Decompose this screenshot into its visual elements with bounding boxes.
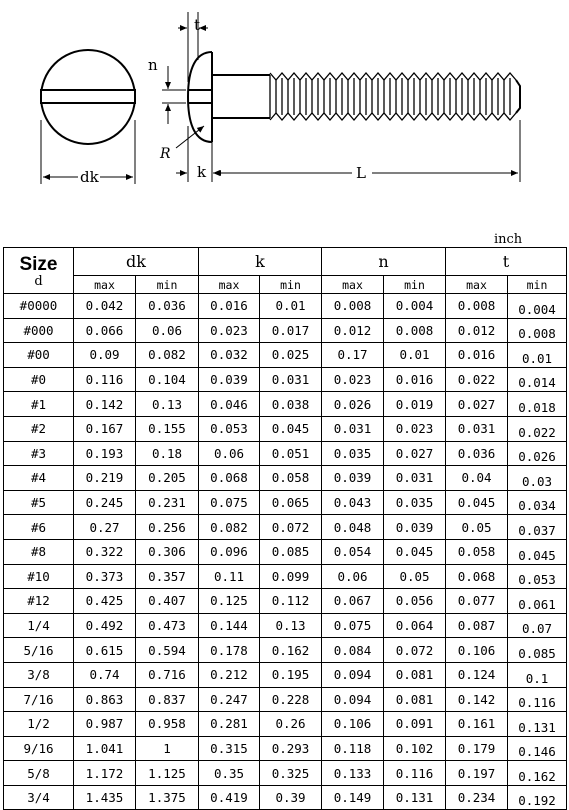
table-row (4, 539, 567, 564)
subheader-cell: max (446, 276, 508, 294)
value-cell: 0.061 (508, 589, 567, 614)
size-cell: #12 (4, 589, 74, 614)
value-cell: 0.053 (199, 416, 260, 441)
value-cell: 0.045 (508, 539, 567, 564)
value-cell: 0.031 (260, 367, 322, 392)
r-label: R (160, 146, 171, 162)
value-cell: 0.01 (508, 343, 567, 368)
subheader-cell: min (260, 276, 322, 294)
size-cell: 5/16 (4, 638, 74, 663)
size-cell: 3/4 (4, 785, 74, 810)
value-cell: 0.045 (446, 490, 508, 515)
value-cell: 0.74 (74, 662, 136, 687)
table-row (4, 466, 567, 491)
value-cell: 0.142 (74, 392, 136, 417)
value-cell: 0.245 (74, 490, 136, 515)
value-cell: 0.01 (260, 294, 322, 319)
value-cell: 0.096 (199, 539, 260, 564)
value-cell: 0.036 (446, 441, 508, 466)
value-cell: 0.193 (74, 441, 136, 466)
value-cell: 0.17 (322, 343, 384, 368)
value-cell: 0.032 (199, 343, 260, 368)
value-cell: 0.35 (199, 761, 260, 786)
size-cell: #3 (4, 441, 74, 466)
value-cell: 0.031 (446, 416, 508, 441)
table-row (4, 515, 567, 540)
value-cell: 0.146 (508, 736, 567, 761)
value-cell: 0.023 (384, 416, 446, 441)
value-cell: 0.01 (384, 343, 446, 368)
value-cell: 0.133 (322, 761, 384, 786)
table-row (4, 638, 567, 663)
value-cell: 0.06 (199, 441, 260, 466)
value-cell: 0.102 (384, 736, 446, 761)
value-cell: 0.099 (260, 564, 322, 589)
table-row (4, 318, 567, 343)
value-cell: 0.125 (199, 589, 260, 614)
value-cell: 0.256 (136, 515, 199, 540)
value-cell: 0.077 (446, 589, 508, 614)
t-label: t (194, 16, 201, 34)
value-cell: 0.837 (136, 687, 199, 712)
value-cell: 0.06 (322, 564, 384, 589)
value-cell: 0.012 (446, 318, 508, 343)
value-cell: 0.162 (508, 761, 567, 786)
value-cell: 0.008 (322, 294, 384, 319)
value-cell: 0.014 (508, 367, 567, 392)
value-cell: 0.022 (446, 367, 508, 392)
value-cell: 0.008 (384, 318, 446, 343)
value-cell: 0.016 (199, 294, 260, 319)
table-row (4, 589, 567, 614)
value-cell: 0.004 (384, 294, 446, 319)
value-cell: 0.008 (446, 294, 508, 319)
table-row (4, 761, 567, 786)
value-cell: 0.178 (199, 638, 260, 663)
size-cell: #2 (4, 416, 74, 441)
value-cell: 0.085 (508, 638, 567, 663)
value-cell: 0.038 (260, 392, 322, 417)
table-row (4, 564, 567, 589)
value-cell: 1.375 (136, 785, 199, 810)
value-cell: 0.155 (136, 416, 199, 441)
size-header-cell (4, 248, 74, 294)
value-cell: 0.026 (322, 392, 384, 417)
table-row (4, 490, 567, 515)
value-cell: 0.162 (260, 638, 322, 663)
value-cell: 0.425 (74, 589, 136, 614)
value-cell: 0.306 (136, 539, 199, 564)
dimension-table (3, 247, 567, 810)
value-cell: 0.081 (384, 662, 446, 687)
value-cell: 0.094 (322, 687, 384, 712)
table-row (4, 687, 567, 712)
table-row (4, 343, 567, 368)
value-cell: 0.016 (446, 343, 508, 368)
group-header-n: n (322, 248, 446, 276)
value-cell: 0.023 (322, 367, 384, 392)
value-cell: 0.084 (322, 638, 384, 663)
value-cell: 0.234 (446, 785, 508, 810)
subheader-cell: max (74, 276, 136, 294)
value-cell: 0.112 (260, 589, 322, 614)
size-cell: #0 (4, 367, 74, 392)
size-cell: #10 (4, 564, 74, 589)
value-cell: 0.043 (322, 490, 384, 515)
value-cell: 0.075 (199, 490, 260, 515)
value-cell: 0.07 (508, 613, 567, 638)
value-cell: 0.39 (260, 785, 322, 810)
dk-label: dk (80, 168, 99, 186)
group-header-dk: dk (74, 248, 199, 276)
value-cell: 0.012 (322, 318, 384, 343)
value-cell: 0.051 (260, 441, 322, 466)
value-cell: 0.031 (322, 416, 384, 441)
value-cell: 0.161 (446, 712, 508, 737)
value-cell: 0.18 (136, 441, 199, 466)
value-cell: 0.197 (446, 761, 508, 786)
value-cell: 0.247 (199, 687, 260, 712)
value-cell: 0.09 (74, 343, 136, 368)
value-cell: 0.091 (384, 712, 446, 737)
head-end-view (41, 50, 135, 144)
value-cell: 0.131 (384, 785, 446, 810)
value-cell: 0.26 (260, 712, 322, 737)
size-cell: #8 (4, 539, 74, 564)
value-cell: 0.05 (446, 515, 508, 540)
value-cell: 0.075 (322, 613, 384, 638)
value-cell: 0.315 (199, 736, 260, 761)
value-cell: 0.118 (322, 736, 384, 761)
value-cell: 0.056 (384, 589, 446, 614)
value-cell: 0.087 (446, 613, 508, 638)
value-cell: 0.035 (384, 490, 446, 515)
table-row (4, 392, 567, 417)
value-cell: 0.116 (74, 367, 136, 392)
value-cell: 0.357 (136, 564, 199, 589)
size-cell: 3/8 (4, 662, 74, 687)
value-cell: 0.031 (384, 466, 446, 491)
value-cell: 0.104 (136, 367, 199, 392)
value-cell: 0.004 (508, 294, 567, 319)
table-row (4, 662, 567, 687)
value-cell: 0.144 (199, 613, 260, 638)
value-cell: 0.065 (260, 490, 322, 515)
value-cell: 0.179 (446, 736, 508, 761)
value-cell: 0.228 (260, 687, 322, 712)
table-row (4, 712, 567, 737)
t-dimension (178, 12, 208, 82)
value-cell: 0.27 (74, 515, 136, 540)
value-cell: 1.041 (74, 736, 136, 761)
size-cell: #4 (4, 466, 74, 491)
value-cell: 0.037 (508, 515, 567, 540)
value-cell: 0.008 (508, 318, 567, 343)
size-cell: #00 (4, 343, 74, 368)
value-cell: 0.958 (136, 712, 199, 737)
value-cell: 0.058 (446, 539, 508, 564)
subheader-cell: min (136, 276, 199, 294)
value-cell: 0.094 (322, 662, 384, 687)
value-cell: 0.085 (260, 539, 322, 564)
value-cell: 0.149 (322, 785, 384, 810)
value-cell: 0.023 (199, 318, 260, 343)
table-row (4, 416, 567, 441)
value-cell: 1 (136, 736, 199, 761)
header-row-groups (4, 248, 567, 276)
value-cell: 0.016 (384, 367, 446, 392)
value-cell: 0.025 (260, 343, 322, 368)
value-cell: 0.11 (199, 564, 260, 589)
size-cell: #5 (4, 490, 74, 515)
value-cell: 0.419 (199, 785, 260, 810)
value-cell: 0.373 (74, 564, 136, 589)
value-cell: 0.05 (384, 564, 446, 589)
size-cell: 5/8 (4, 761, 74, 786)
value-cell: 0.325 (260, 761, 322, 786)
value-cell: 0.492 (74, 613, 136, 638)
table-row (4, 367, 567, 392)
value-cell: 0.195 (260, 662, 322, 687)
value-cell: 1.125 (136, 761, 199, 786)
size-cell: #1 (4, 392, 74, 417)
value-cell: 0.473 (136, 613, 199, 638)
value-cell: 0.212 (199, 662, 260, 687)
value-cell: 0.026 (508, 441, 567, 466)
size-cell: 7/16 (4, 687, 74, 712)
value-cell: 0.322 (74, 539, 136, 564)
group-header-t: t (446, 248, 567, 276)
value-cell: 0.064 (384, 613, 446, 638)
value-cell: 0.022 (508, 416, 567, 441)
n-label: n (148, 56, 158, 74)
value-cell: 1.435 (74, 785, 136, 810)
k-label: k (197, 163, 207, 181)
value-cell: 0.06 (136, 318, 199, 343)
l-label: L (356, 164, 366, 182)
value-cell: 0.066 (74, 318, 136, 343)
value-cell: 0.231 (136, 490, 199, 515)
value-cell: 0.13 (260, 613, 322, 638)
value-cell: 0.205 (136, 466, 199, 491)
value-cell: 0.594 (136, 638, 199, 663)
l-dimension (214, 120, 520, 182)
value-cell: 0.106 (322, 712, 384, 737)
size-cell: 1/4 (4, 613, 74, 638)
value-cell: 0.039 (384, 515, 446, 540)
n-dimension (162, 66, 186, 124)
screw-drawing (0, 0, 569, 200)
value-cell: 0.017 (260, 318, 322, 343)
value-cell: 0.13 (136, 392, 199, 417)
value-cell: 0.082 (199, 515, 260, 540)
value-cell: 0.03 (508, 466, 567, 491)
value-cell: 0.293 (260, 736, 322, 761)
value-cell: 0.019 (384, 392, 446, 417)
subheader-cell: max (199, 276, 260, 294)
size-cell: #0000 (4, 294, 74, 319)
value-cell: 0.036 (136, 294, 199, 319)
thread-section (270, 73, 520, 120)
value-cell: 0.219 (74, 466, 136, 491)
value-cell: 0.124 (446, 662, 508, 687)
value-cell: 0.167 (74, 416, 136, 441)
size-header: Size (19, 253, 58, 275)
value-cell: 0.082 (136, 343, 199, 368)
value-cell: 0.407 (136, 589, 199, 614)
size-cell: 1/2 (4, 712, 74, 737)
value-cell: 0.042 (74, 294, 136, 319)
group-header-k: k (199, 248, 322, 276)
table-row (4, 613, 567, 638)
value-cell: 0.039 (322, 466, 384, 491)
value-cell: 0.039 (199, 367, 260, 392)
value-cell: 0.987 (74, 712, 136, 737)
subheader-cell: max (322, 276, 384, 294)
value-cell: 0.615 (74, 638, 136, 663)
value-cell: 0.027 (384, 441, 446, 466)
size-cell: #000 (4, 318, 74, 343)
value-cell: 0.192 (508, 785, 567, 810)
value-cell: 0.045 (260, 416, 322, 441)
value-cell: 0.068 (446, 564, 508, 589)
value-cell: 0.058 (260, 466, 322, 491)
size-cell: #6 (4, 515, 74, 540)
value-cell: 0.116 (508, 687, 567, 712)
value-cell: 0.131 (508, 712, 567, 737)
value-cell: 0.116 (384, 761, 446, 786)
value-cell: 0.035 (322, 441, 384, 466)
value-cell: 0.072 (260, 515, 322, 540)
value-cell: 0.716 (136, 662, 199, 687)
value-cell: 0.045 (384, 539, 446, 564)
value-cell: 0.048 (322, 515, 384, 540)
table-row (4, 736, 567, 761)
value-cell: 0.281 (199, 712, 260, 737)
size-subheader: d (34, 273, 43, 289)
value-cell: 0.04 (446, 466, 508, 491)
unit-label: inch (494, 232, 523, 247)
value-cell: 0.067 (322, 589, 384, 614)
value-cell: 0.018 (508, 392, 567, 417)
value-cell: 0.142 (446, 687, 508, 712)
subheader-cell: min (384, 276, 446, 294)
subheader-cell: min (508, 276, 567, 294)
value-cell: 0.054 (322, 539, 384, 564)
value-cell: 0.046 (199, 392, 260, 417)
header-row-maxmin (4, 276, 567, 294)
value-cell: 0.106 (446, 638, 508, 663)
value-cell: 0.027 (446, 392, 508, 417)
value-cell: 0.081 (384, 687, 446, 712)
value-cell: 0.072 (384, 638, 446, 663)
value-cell: 0.034 (508, 490, 567, 515)
value-cell: 0.863 (74, 687, 136, 712)
value-cell: 0.068 (199, 466, 260, 491)
value-cell: 0.053 (508, 564, 567, 589)
table-row (4, 441, 567, 466)
value-cell: 0.1 (508, 662, 567, 687)
size-cell: 9/16 (4, 736, 74, 761)
table-row (4, 294, 567, 319)
value-cell: 1.172 (74, 761, 136, 786)
